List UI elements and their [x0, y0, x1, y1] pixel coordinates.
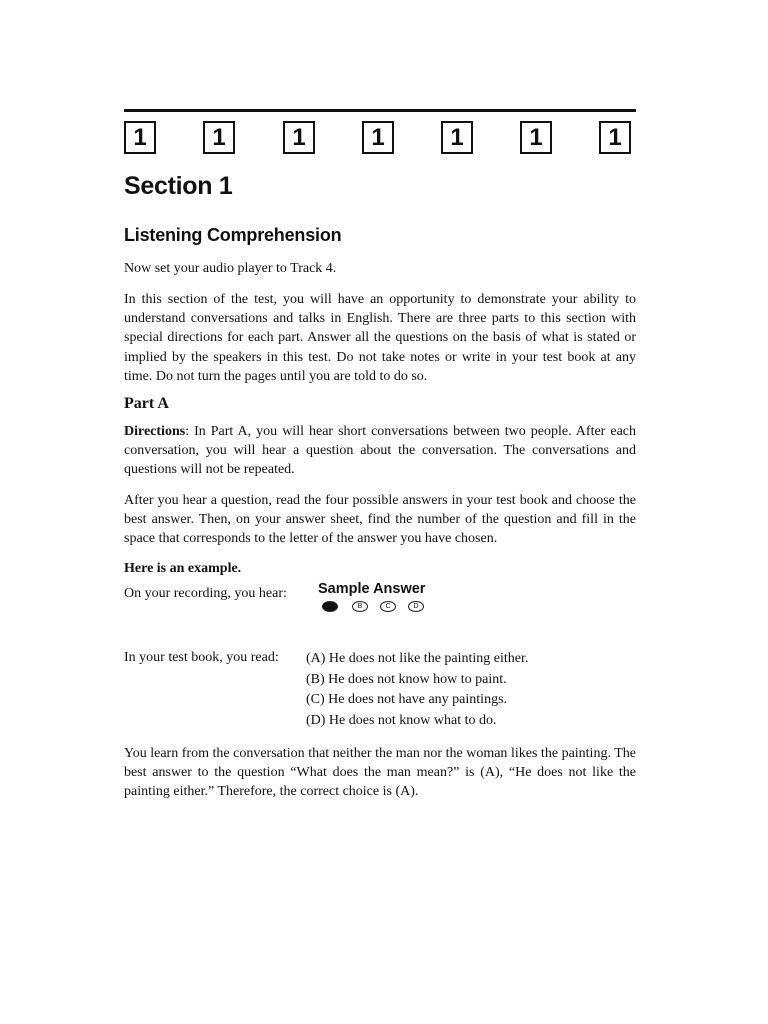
section-number-box: 1: [283, 121, 315, 154]
section-title: Section 1: [124, 172, 233, 200]
part-heading: Part A: [124, 395, 169, 412]
conclusion-paragraph: You learn from the conversation that neither the man nor the woman likes the painting. The best answer to the question “What does the man mean?” is (A), “He does not like the painting either.” Therefore, the correct choice is (A).: [124, 746, 636, 800]
directions-paragraph: [124, 422, 636, 480]
section-number-box: 1: [599, 121, 631, 154]
answer-choices: [306, 649, 528, 731]
test-book-label: In your test book, you read:: [124, 650, 279, 665]
answer-bubble-c: C: [380, 601, 396, 612]
answer-bubble-b: B: [352, 601, 368, 612]
intro-paragraph: In this section of the test, you will have an opportunity to demonstrate your ability to understand conversations and talks in English. There are three parts to this section with special directions for each part. Answer all the questions on the basis of what is stated or implied by the speakers in this test. Do not take notes or write in your test book at any time. Do not turn the pages until you are told to do so.: [124, 292, 636, 384]
sample-answer-title: Sample Answer: [318, 581, 426, 597]
section-number-box: 1: [520, 121, 552, 154]
track-instruction: Now set your audio player to Track 4.: [124, 261, 337, 276]
top-rule: [124, 109, 636, 112]
answer-choice-c: (C) He does not have any paintings.: [306, 692, 508, 707]
section-number-boxes: [124, 121, 636, 159]
recording-label: On your recording, you hear:: [124, 586, 287, 601]
answer-bubble-d: D: [408, 601, 424, 612]
directions-label: Directions: [124, 424, 186, 439]
answer-instructions: After you hear a question, read the four possible answers in your test book and choose the best answer. Then, on your answer sheet, find the number of the question and fill in the space that corresponds to the letter of the answer you have chosen.: [124, 493, 636, 547]
section-number-box: 1: [441, 121, 473, 154]
section-number-box: 1: [362, 121, 394, 154]
sample-answer-bubbles: [322, 601, 442, 615]
answer-bubble-a: A: [322, 601, 338, 612]
section-subtitle: Listening Comprehension: [124, 225, 342, 245]
answer-choice-d: (D) He does not know what to do.: [306, 712, 497, 728]
section-number-box: 1: [124, 121, 156, 154]
answer-choice-a: (A) He does not like the painting either.: [306, 651, 529, 666]
example-heading: Here is an example.: [124, 561, 242, 576]
section-number-box: 1: [203, 121, 235, 154]
directions-text: : In Part A, you will hear short conversations between two people. After each conversation, you will hear a question about the conversation. The conversations and questions will not be repeated.: [124, 424, 636, 478]
answer-choice-b: (B) He does not know how to paint.: [306, 671, 507, 687]
